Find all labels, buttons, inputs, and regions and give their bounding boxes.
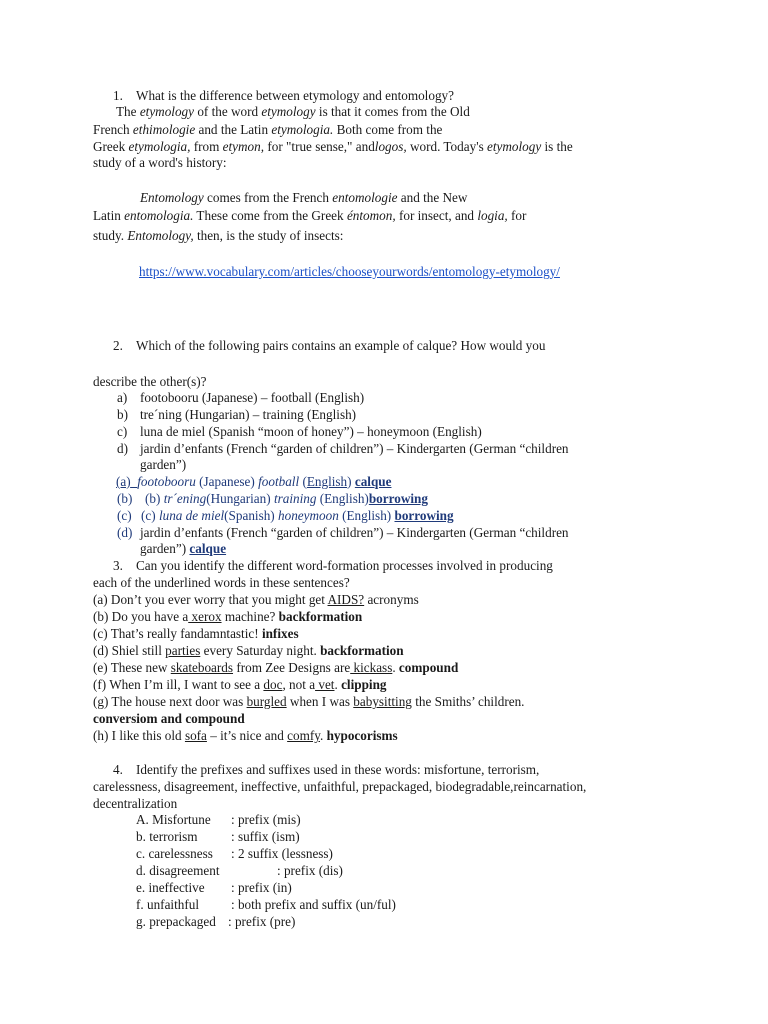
q3-item-a: (a) Don’t you ever worry that you might get AIDS? acronyms — [93, 592, 419, 607]
q2-option-letter: b) — [117, 407, 128, 422]
q4-item-word: d. disagreement — [136, 863, 220, 878]
q2-answer-a: (a) footobooru (Japanese) football (English) calque — [116, 474, 392, 489]
q4-item-answer: : both prefix and suffix (un/ful) — [231, 897, 396, 912]
q2-answer-c: (c) luna de miel(Spanish) honeymoon (English) borrowing — [141, 508, 454, 523]
q3-item-h: (h) I like this old sofa – it’s nice and comfy. hypocorisms — [93, 728, 398, 743]
q2-option-text: jardin d’enfants (French “garden of children”) – Kindergarten (German “children — [140, 441, 569, 456]
q2-option-text-cont: garden”) — [140, 457, 187, 472]
q1-number: 1. — [113, 88, 123, 103]
q3-item-c: (c) That’s really fandamntastic! infixes — [93, 626, 299, 641]
q3-item-e: (e) These new skateboards from Zee Designs are kickass. compound — [93, 660, 459, 675]
q2-question: Which of the following pairs contains an example of calque? How would you — [136, 338, 546, 353]
q4-item-answer: : 2 suffix (lessness) — [231, 846, 333, 861]
q1-p1-line4: study of a word's history: — [93, 155, 227, 170]
q3-question-cont: each of the underlined words in these sentences? — [93, 575, 350, 590]
q1-p2-line3: study. Entomology, then, is the study of insects: — [93, 228, 344, 243]
q2-option-letter: d) — [117, 441, 128, 456]
q2-answer-d: jardin d’enfants (French “garden of children”) – Kindergarten (German “children — [140, 525, 569, 540]
q3-item-g-answer: conversiom and compound — [93, 711, 245, 726]
q3-item-f: (f) When I’m ill, I want to see a doc, not a vet. clipping — [93, 677, 387, 692]
q4-item-word: A. Misfortune — [136, 812, 211, 827]
q4-item-word: f. unfaithful — [136, 897, 199, 912]
q1-p1-line1: The etymology of the word etymology is that it comes from the Old — [116, 104, 470, 119]
q1-p2-line1: Entomology comes from the French entomologie and the New — [140, 190, 468, 205]
q4-item-word: e. ineffective — [136, 880, 205, 895]
q2-answer-d-letter: (d) — [117, 525, 133, 540]
q2-option-text: footobooru (Japanese) – football (English) — [140, 390, 365, 405]
q4-item-answer: : prefix (in) — [231, 880, 292, 895]
q1-p1-line3: Greek etymologia, from etymon, for "true sense," andlogos, word. Today's etymology is the — [93, 139, 573, 154]
q1-p1-line2: French ethimologie and the Latin etymologia. Both come from the — [93, 122, 443, 137]
q2-option-text: tre´ning (Hungarian) – training (English) — [140, 407, 357, 422]
q3-item-d: (d) Shiel still parties every Saturday night. backformation — [93, 643, 404, 658]
q2-number: 2. — [113, 338, 123, 353]
q4-question-cont: carelessness, disagreement, ineffective, unfaithful, prepackaged, biodegradable,reincarnation, — [93, 779, 587, 794]
q3-question: Can you identify the different word-formation processes involved in producing — [136, 558, 553, 573]
q4-question-cont2: decentralization — [93, 796, 178, 811]
q3-item-b: (b) Do you have a xerox machine? backformation — [93, 609, 363, 624]
q1-reference-link[interactable]: https://www.vocabulary.com/articles/chooseyourwords/entomology-etymology/ — [139, 264, 560, 279]
q2-answer-b: (b) tr´ening(Hungarian) training (English)borrowing — [145, 491, 428, 506]
q2-option-text: luna de miel (Spanish “moon of honey”) – honeymoon (English) — [140, 424, 482, 439]
q4-item-answer: : prefix (pre) — [228, 914, 296, 929]
q3-item-g: (g) The house next door was burgled when I was babysitting the Smiths’ children. — [93, 694, 525, 709]
q4-question: Identify the prefixes and suffixes used in these words: misfortune, terrorism, — [136, 762, 540, 777]
q1-question: What is the difference between etymology and entomology? — [136, 88, 454, 103]
q4-item-answer: : suffix (ism) — [231, 829, 300, 844]
q2-question-cont: describe the other(s)? — [93, 374, 207, 389]
q3-number: 3. — [113, 558, 123, 573]
q2-answer-d-cont: garden”) calque — [140, 541, 227, 556]
q2-answer-c-letter: (c) — [117, 508, 132, 523]
q4-item-answer: : prefix (mis) — [231, 812, 301, 827]
q2-option-letter: c) — [117, 424, 128, 439]
q4-item-word: g. prepackaged — [136, 914, 216, 929]
q1-p2-line2: Latin entomologia. These come from the Greek éntomon, for insect, and logia, for — [93, 208, 527, 223]
q2-answer-b-letter: (b) — [117, 491, 133, 506]
q4-item-answer: : prefix (dis) — [277, 863, 343, 878]
q2-option-letter: a) — [117, 390, 128, 405]
q4-number: 4. — [113, 762, 123, 777]
q4-item-word: c. carelessness — [136, 846, 213, 861]
q4-item-word: b. terrorism — [136, 829, 198, 844]
